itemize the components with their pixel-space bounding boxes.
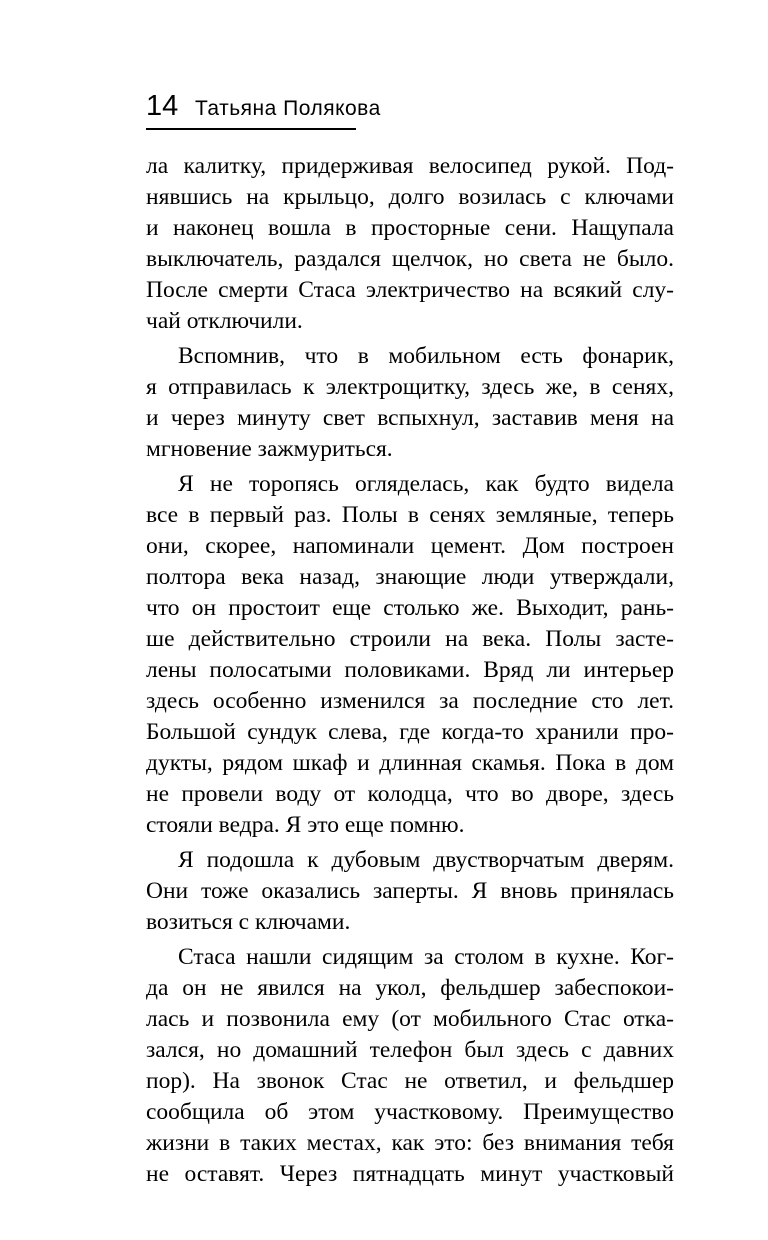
text-line: я отправилась к электрощитку, здесь же, в сенях, [146, 374, 674, 400]
text-line: полтора века назад, знающие люди утверждали, [146, 564, 674, 590]
text-line: лась и позвонила ему (от мобильного Стас отка- [146, 1006, 674, 1032]
text-line: ла калитку, придерживая велосипед рукой. Под- [146, 153, 674, 179]
text-line: нявшись на крыльцо, долго возилась с ключами [146, 184, 674, 210]
text-line: все в первый раз. Полы в сенях земляные, теперь [146, 502, 674, 528]
text-line: и через минуту свет вспыхнул, заставив меня на [146, 405, 674, 431]
text-line: пор). На звонок Стас не ответил, и фельдшер [146, 1068, 674, 1094]
text-line: чай отключили. [146, 308, 303, 334]
text-line: что он простоит еще столько же. Выходит, рань- [146, 595, 674, 621]
text-line: жизни в таких местах, как это: без внимания тебя [146, 1130, 674, 1156]
paragraph [146, 942, 674, 1190]
body-text [146, 151, 674, 1190]
text-line: лены полосатыми половиками. Вряд ли интерьер [146, 657, 674, 683]
paragraph [146, 845, 674, 938]
text-line: дукты, рядом шкаф и длинная скамья. Пока в дом [146, 750, 674, 776]
text-line: После смерти Стаса электричество на всякий слу- [146, 277, 674, 303]
text-line: да он не явился на укол, фельдшер забеспокои- [146, 975, 674, 1001]
book-author: Татьяна Полякова [195, 97, 381, 120]
text-line: стояли ведра. Я это еще помню. [146, 812, 465, 838]
paragraph [146, 341, 674, 465]
text-line: Большой сундук слева, где когда-то хранили про- [146, 719, 674, 745]
text-line: Они тоже оказались заперты. Я вновь принялась [146, 878, 674, 904]
paragraph [146, 151, 674, 337]
text-line: не оставят. Через пятнадцать минут участковый [146, 1161, 674, 1187]
paragraph [146, 469, 674, 841]
text-line: Я не торопясь огляделась, как будто видела [178, 471, 674, 497]
running-header [146, 88, 381, 130]
page-number: 14 [146, 90, 179, 122]
text-line: они, скорее, напоминали цемент. Дом построен [146, 533, 674, 559]
text-line: и наконец вошла в просторные сени. Нащупала [146, 215, 674, 241]
text-line: здесь особенно изменился за последние сто лет. [146, 688, 674, 714]
text-line: Я подошла к дубовым двустворчатым дверям. [178, 847, 674, 873]
text-line: мгновение зажмуриться. [146, 436, 393, 462]
text-line: Вспомнив, что в мобильном есть фонарик, [178, 343, 674, 369]
text-line: возиться с ключами. [146, 909, 351, 935]
text-line: сообщила об этом участковому. Преимущество [146, 1099, 674, 1125]
text-line: выключатель, раздался щелчок, но света не было. [146, 246, 674, 272]
text-line: Стаса нашли сидящим за столом в кухне. Ког- [178, 944, 674, 970]
text-line: не провели воду от колодца, что во дворе, здесь [146, 781, 674, 807]
text-line: ше действительно строили на века. Полы засте- [146, 626, 674, 652]
text-line: зался, но домашний телефон был здесь с давних [146, 1037, 674, 1063]
